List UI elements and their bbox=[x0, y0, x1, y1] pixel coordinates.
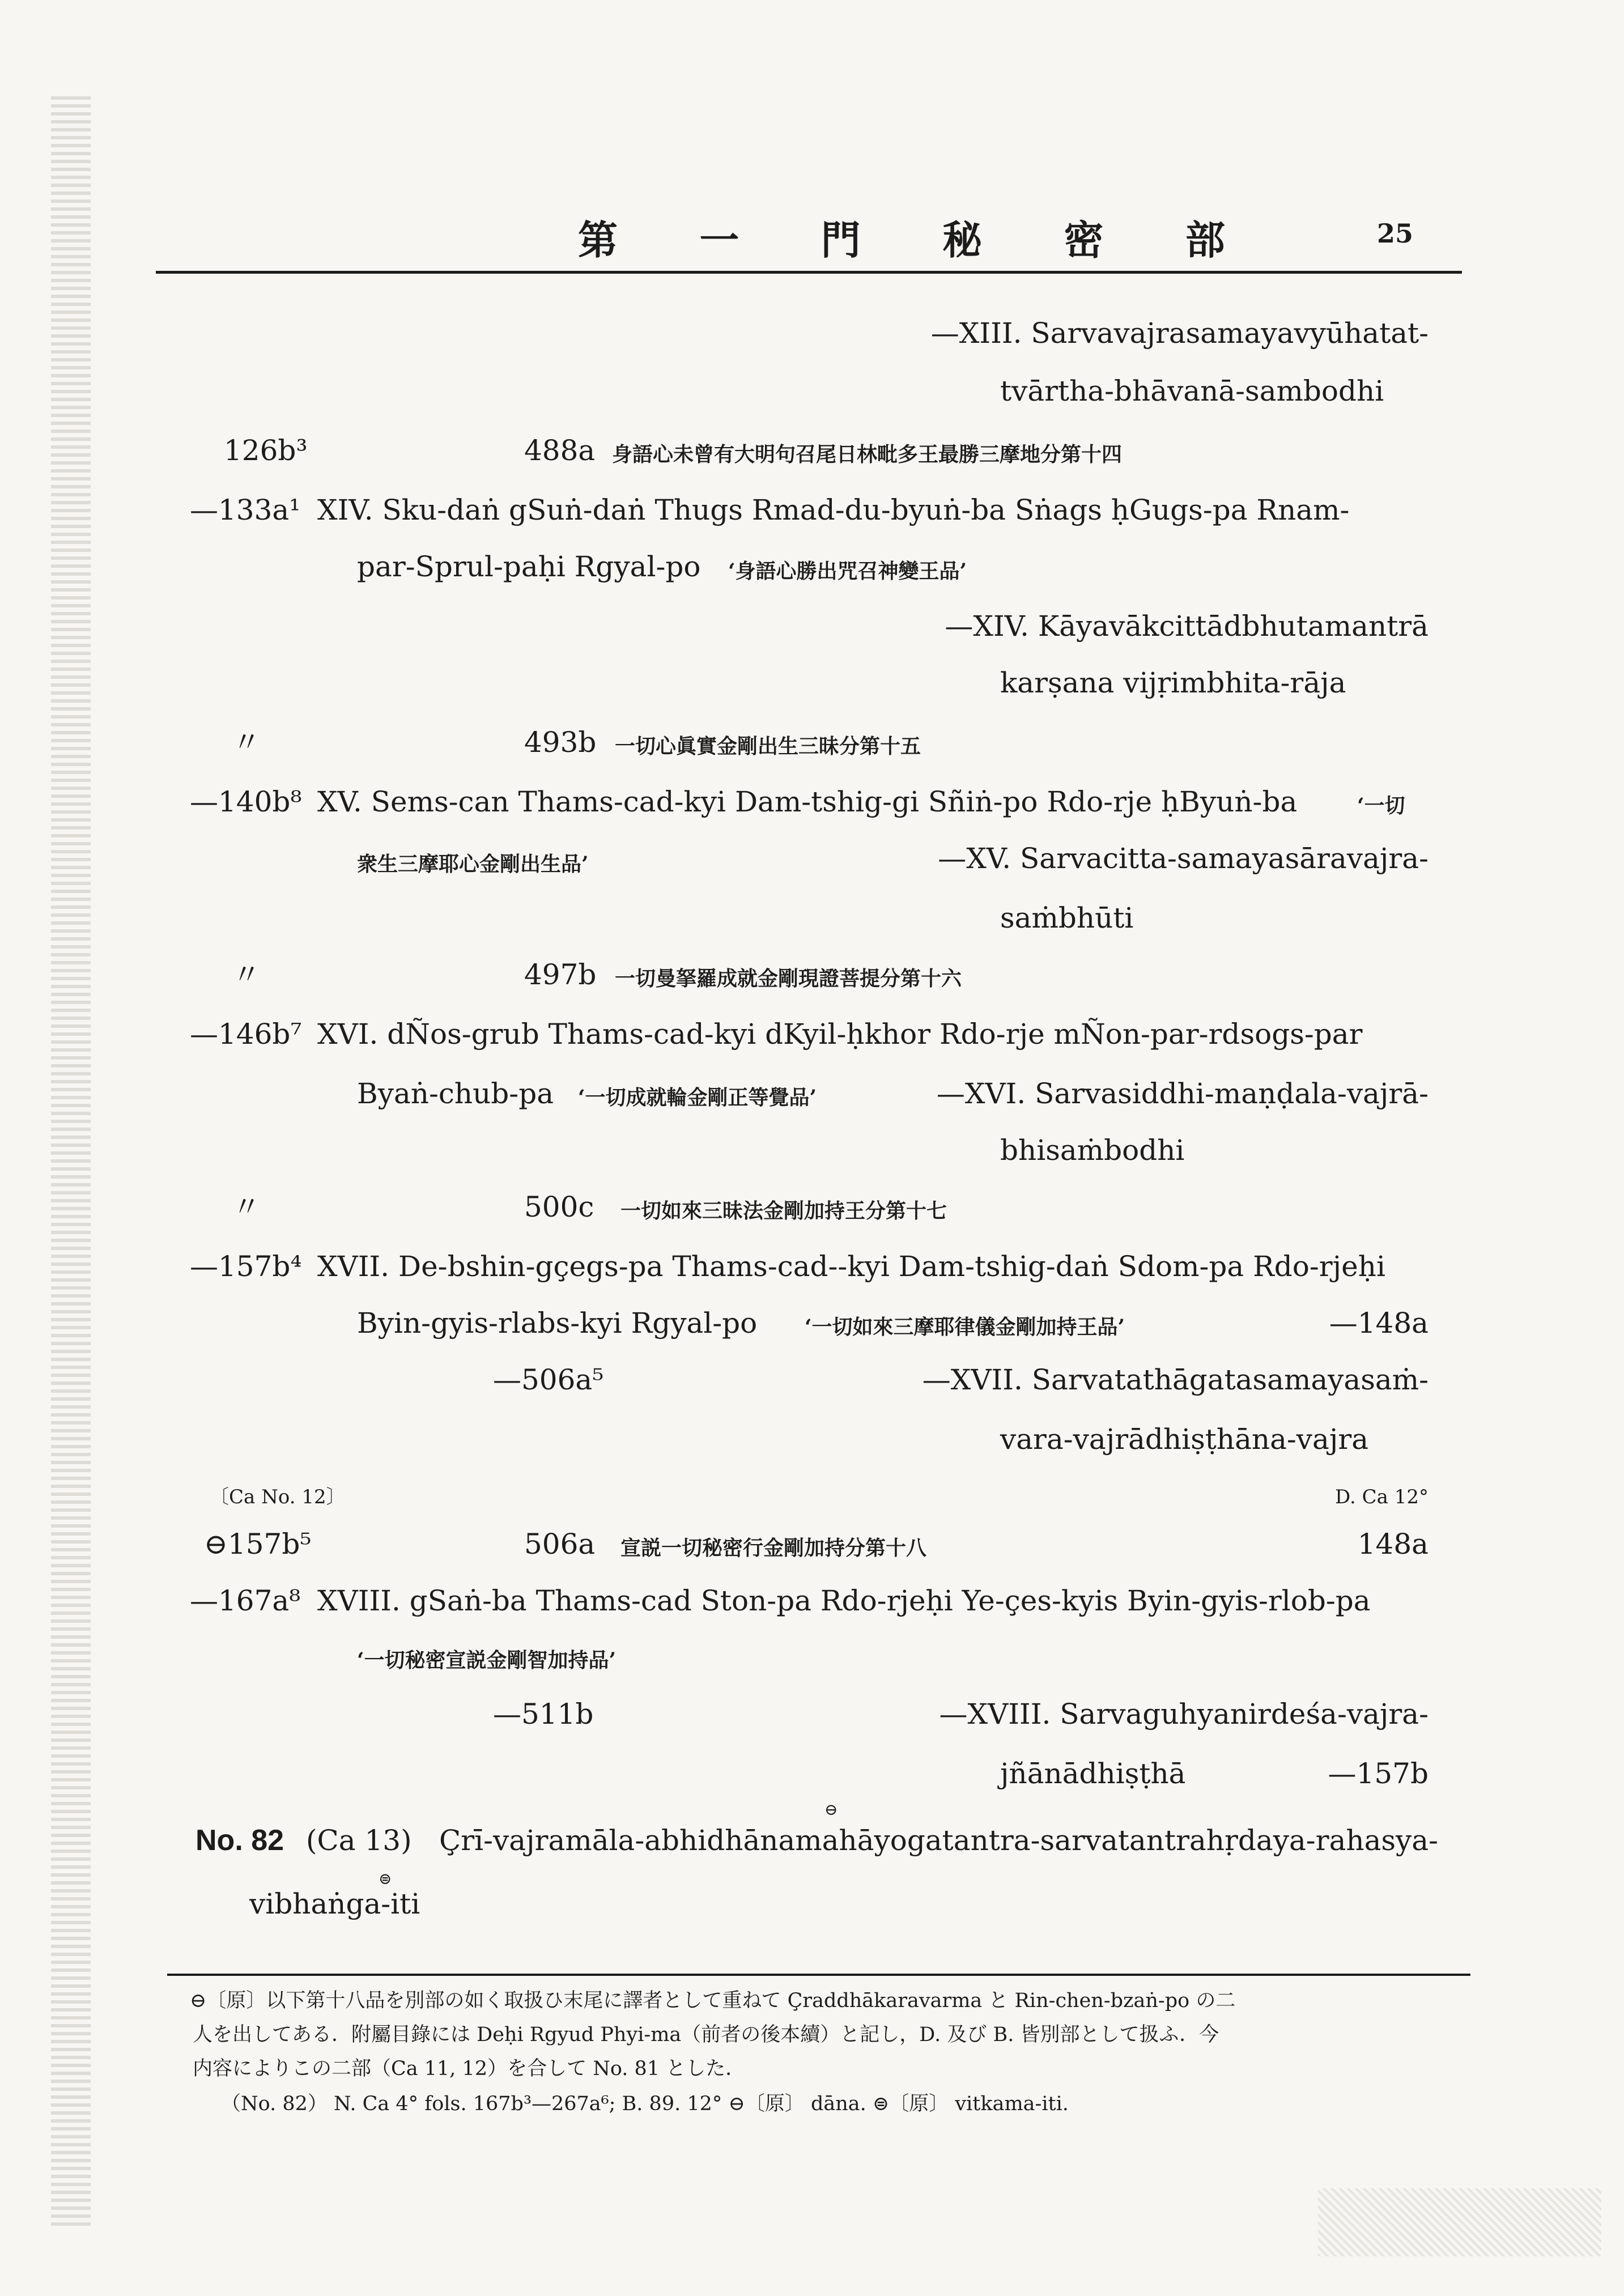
cjk-chapter-title-end: 衆生三摩耶心金剛出生品’ bbox=[357, 852, 589, 876]
skt-title-line2: vara-vajrādhiṣṭhāna-vajra bbox=[1000, 1423, 1369, 1456]
ditto-mark: 〃 bbox=[232, 726, 261, 759]
folio-range: —157b⁴ bbox=[190, 1250, 302, 1283]
skt-title-line2: jñānādhiṣṭhā bbox=[1000, 1757, 1186, 1790]
folio-ref: ⊖157b⁵ bbox=[204, 1528, 312, 1561]
sanskrit-title-line2: vibhaṅga-iti bbox=[249, 1887, 420, 1920]
d-start-ref: 148a bbox=[1357, 1528, 1429, 1561]
skt-title-line1: —XVIII. Sarvaguhyanirdeśa-vajra- bbox=[939, 1698, 1429, 1730]
folio-range: —133a¹ bbox=[190, 494, 301, 526]
skt-title-line1: —XVII. Sarvatathāgatasamayasaṁ- bbox=[922, 1363, 1429, 1396]
cjk-title: 宣説一切秘密行金剛加持分第十八 bbox=[620, 1536, 927, 1560]
cjk-title: 身語心未曾有大明句召尾日林毗多王最勝三摩地分第十四 bbox=[612, 443, 1123, 466]
cjk-chapter-title-start: ‘一切 bbox=[1357, 794, 1405, 818]
tibetan-title-line2: par-Sprul-paḥi Rgyal-po bbox=[357, 550, 701, 583]
taisho-ref: 497b bbox=[524, 958, 597, 991]
skt-title-13-line2: tvārtha-bhāvanā-sambodhi bbox=[1000, 375, 1384, 407]
header-rule bbox=[156, 271, 1462, 274]
tibetan-title-line1: XVI. dÑos-grub Thams-cad-kyi dKyil-ḥkhor Rdo-rje mÑon-par-rdsogs-par bbox=[317, 1018, 1363, 1051]
tibetan-title-line2: Byaṅ-chub-pa bbox=[357, 1077, 554, 1110]
d-end-ref: —157b bbox=[1328, 1757, 1429, 1790]
cjk-chapter-title: ‘一切成就輪金剛正等覺品’ bbox=[578, 1086, 817, 1109]
footnote-rule bbox=[167, 1974, 1470, 1976]
sanskrit-title-line1: Çrī-vajramāla-abhidhānamahāyogatantra-sarvatantrahṛdaya-rahasya- bbox=[439, 1824, 1439, 1857]
skt-title-line1: —XV. Sarvacitta-samayasāravajra- bbox=[938, 842, 1429, 875]
skt-title-line1: —XVI. Sarvasiddhi-maṇḍala-vajrā- bbox=[936, 1077, 1429, 1110]
taisho-ref: 493b bbox=[524, 726, 597, 759]
tibetan-title-line1: XVIII. gSaṅ-ba Thams-cad Ston-pa Rdo-rjeḥi Ye-çes-kyis Byin-gyis-rlob-pa bbox=[317, 1584, 1371, 1617]
d-ca-ref: D. Ca 12° bbox=[1334, 1486, 1429, 1508]
cjk-title: 一切心眞實金剛出生三昧分第十五 bbox=[615, 734, 921, 758]
footnote-line-1: ⊖〔原〕以下第十八品を別部の如く取扱ひ末尾に譯者として重ねて Çraddhākaravarma と Rin-chen-bzaṅ-po の二 bbox=[190, 1989, 1236, 2012]
folio-range: —140b⁸ bbox=[190, 785, 302, 818]
ca-number: (Ca 13) bbox=[306, 1824, 412, 1857]
d-ref: —148a bbox=[1329, 1307, 1429, 1340]
taisho-ref: 488a bbox=[524, 434, 596, 467]
cjk-title: 一切如來三昧法金剛加持王分第十七 bbox=[620, 1199, 947, 1223]
skt-title-line2: bhisaṁbodhi bbox=[1000, 1134, 1185, 1167]
skt-title-line1: —XIV. Kāyavākcittādbhutamantrā bbox=[945, 610, 1429, 643]
cjk-chapter-title: ‘身語心勝出咒召神變王品’ bbox=[728, 559, 967, 583]
tibetan-title-line1: XVII. De-bshin-gçegs-pa Thams-cad--kyi Dam-tshig-daṅ Sdom-pa Rdo-rjeḥi bbox=[317, 1250, 1385, 1283]
taisho-end-ref: —511b bbox=[493, 1698, 594, 1730]
footnote-line-2: 人を出してある．附屬目錄には Deḥi Rgyud Phyi-ma（前者の後本續）と記し，D. 及び B. 皆別部として扱ふ．今 bbox=[193, 2023, 1219, 2046]
cjk-chapter-title: ‘一切如來三摩耶律儀金剛加持王品’ bbox=[805, 1315, 1125, 1339]
taisho-ref: 506a bbox=[524, 1528, 596, 1561]
entry-number: No. 82 bbox=[195, 1824, 284, 1857]
ca-ref: 〔Ca No. 12〕 bbox=[210, 1486, 346, 1508]
cjk-chapter-title: ‘一切秘密宣説金剛智加持品’ bbox=[357, 1648, 617, 1672]
scan-corner-noise bbox=[1318, 2188, 1601, 2256]
skt-title-line2: saṁbhūti bbox=[1000, 902, 1134, 934]
tibetan-title-line1: XIV. Sku-daṅ gSuṅ-daṅ Thugs Rmad-du-byuṅ-ba Sṅags ḥGugs-pa Rnam- bbox=[317, 494, 1350, 526]
tibetan-title-line1: XV. Sems-can Thams-cad-kyi Dam-tshig-gi Sñiṅ-po Rdo-rje ḥByuṅ-ba bbox=[317, 785, 1298, 818]
footnote-line-3: 内容によりこの二部（Ca 11, 12）を合して No. 81 とした． bbox=[193, 2057, 746, 2080]
skt-title-13-line1: —XIII. Sarvavajrasamayavyūhatat- bbox=[930, 317, 1429, 350]
folio-ref: 126b³ bbox=[224, 434, 308, 467]
page-title: 第 一 門 秘 密 部 bbox=[578, 217, 1259, 263]
page-number: 25 bbox=[1377, 218, 1414, 249]
footnote-line-4: （No. 82） N. Ca 4° fols. 167b³—267a⁶; B. 89. 12° ⊖〔原〕 dāna. ⊜〔原〕 vitkama-iti. bbox=[221, 2093, 1069, 2115]
taisho-ref: 500c bbox=[524, 1190, 594, 1223]
ditto-mark: 〃 bbox=[232, 1190, 261, 1223]
taisho-end-ref: —506a⁵ bbox=[493, 1363, 604, 1396]
footnote-mark-2: ⊜ bbox=[379, 1869, 392, 1888]
skt-title-line2: karṣana vijṛimbhita-rāja bbox=[1000, 666, 1346, 699]
tibetan-title-line2: Byin-gyis-rlabs-kyi Rgyal-po bbox=[357, 1307, 758, 1340]
folio-range: —167a⁸ bbox=[190, 1584, 301, 1617]
scan-binding-shadow bbox=[51, 96, 91, 2227]
ditto-mark: 〃 bbox=[232, 958, 261, 991]
footnote-mark-1: ⊖ bbox=[824, 1800, 838, 1819]
cjk-title: 一切曼拏羅成就金剛現證菩提分第十六 bbox=[615, 967, 962, 990]
folio-range: —146b⁷ bbox=[190, 1018, 302, 1051]
